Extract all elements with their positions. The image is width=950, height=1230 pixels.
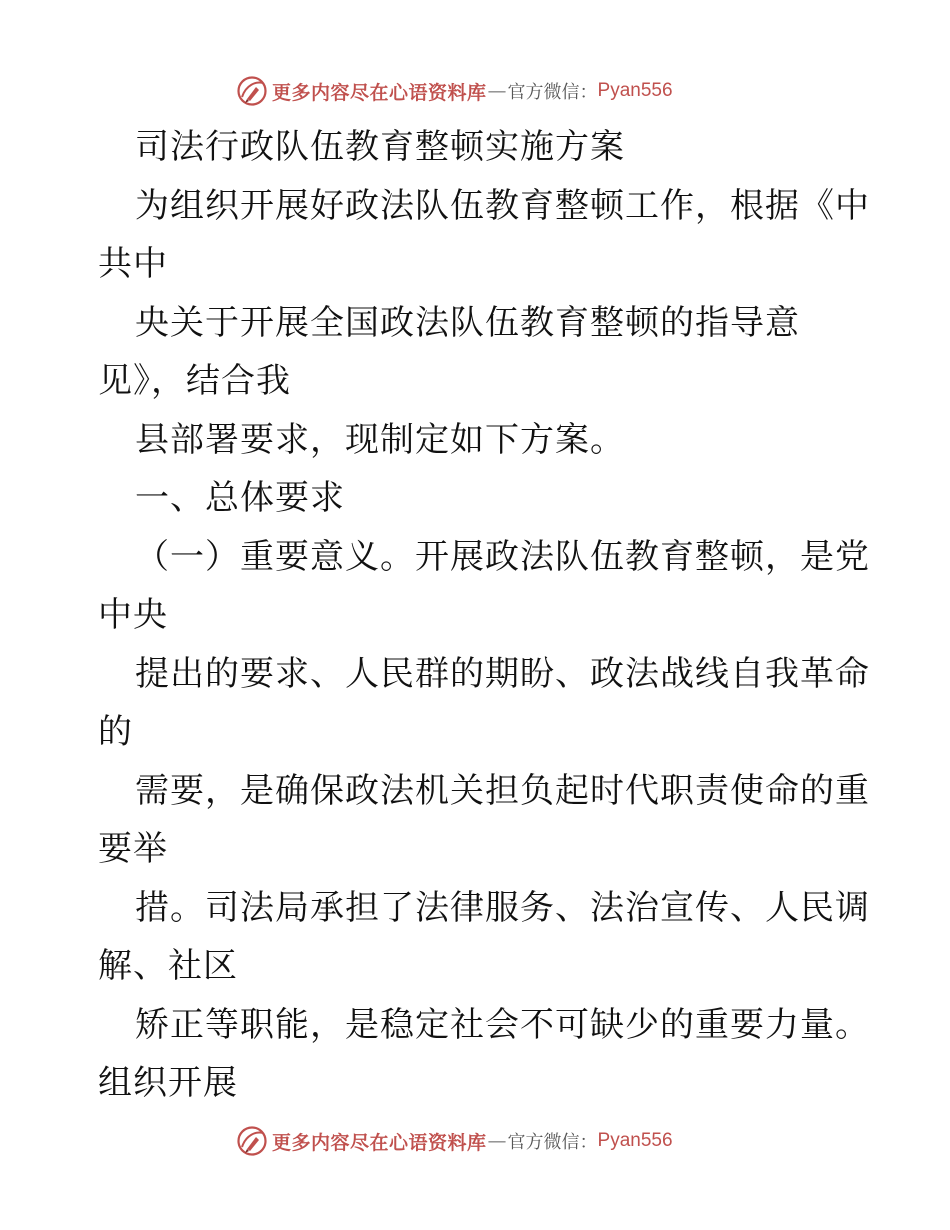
document-line: 见》，结合我 <box>98 361 291 401</box>
document-line: 措。司法局承担了法律服务、法治宣传、人民调 <box>135 888 870 928</box>
document-title: 司法行政队伍教育整顿实施方案 <box>135 127 625 167</box>
document-line: 的 <box>98 712 133 752</box>
watermark-wechat-id: Pyan556 <box>597 80 673 101</box>
document-line: 县部署要求，现制定如下方案。 <box>135 420 625 460</box>
document-line: 共中 <box>98 244 168 284</box>
document-line: 要举 <box>98 829 168 869</box>
watermark-wechat-id: Pyan556 <box>597 1130 673 1151</box>
document-line: 矫正等职能，是稳定社会不可缺少的重要力量。 <box>135 1005 870 1045</box>
header-watermark <box>236 73 673 109</box>
document-line: 中央 <box>98 595 168 635</box>
watermark-separator: — <box>487 1130 507 1152</box>
document-line: 解、社区 <box>98 946 238 986</box>
watermark-text: 更多内容尽在心语资料库 <box>272 1131 487 1154</box>
document-line: 组织开展 <box>98 1063 238 1103</box>
watermark-text: 更多内容尽在心语资料库 <box>272 81 487 104</box>
pen-logo-icon <box>236 1125 268 1157</box>
footer-watermark <box>236 1123 673 1159</box>
watermark-label: 官方微信： <box>507 82 598 103</box>
pen-logo-icon <box>236 75 268 107</box>
watermark-label: 官方微信： <box>507 1132 598 1153</box>
document-line: （一）重要意义。开展政法队伍教育整顿，是党 <box>135 537 870 577</box>
document-line: 为组织开展好政法队伍教育整顿工作，根据《中 <box>135 186 870 226</box>
document-line: 需要，是确保政法机关担负起时代职责使命的重 <box>135 771 870 811</box>
document-line: 提出的要求、人民群的期盼、政法战线自我革命 <box>135 654 870 694</box>
watermark-separator: — <box>487 80 507 102</box>
section-heading: 一、总体要求 <box>135 478 345 518</box>
document-line: 央关于开展全国政法队伍教育整顿的指导意 <box>135 303 800 343</box>
